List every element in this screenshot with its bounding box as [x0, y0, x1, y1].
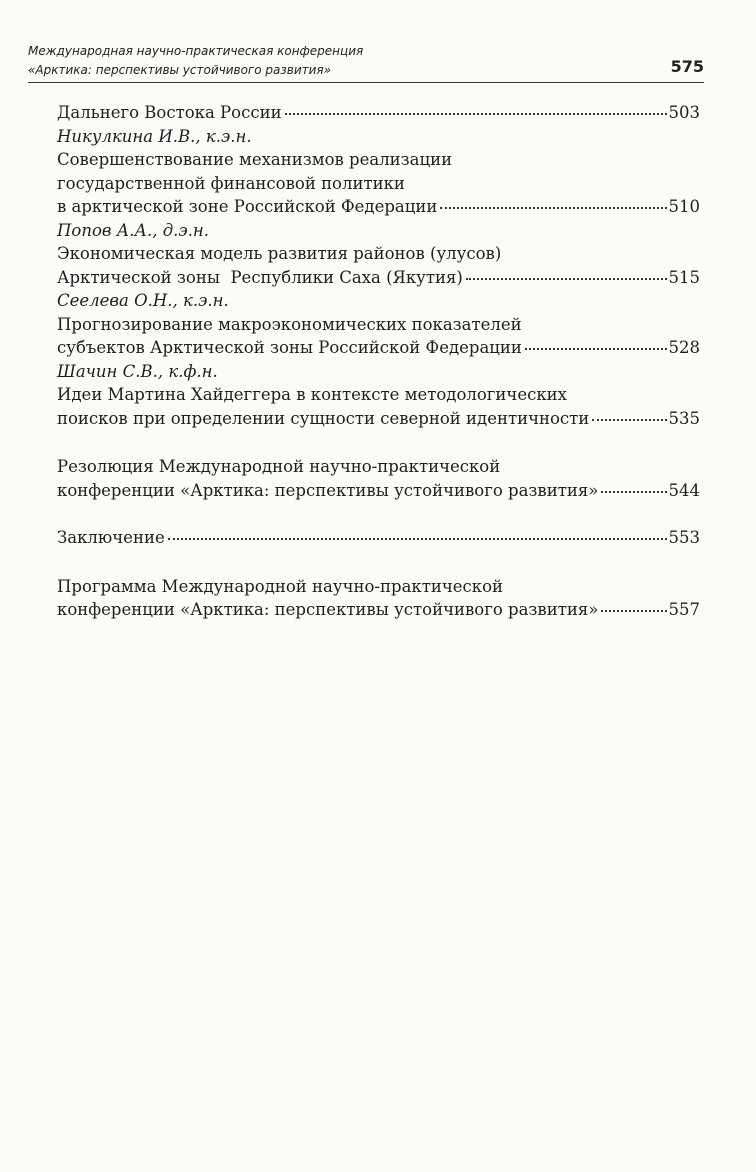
toc-entry-3-line-1: Экономическая модель развития районов (улусов)	[57, 244, 502, 263]
toc-entry-text: конференции «Арктика: перспективы устойчивого развития»	[57, 600, 599, 619]
dot-leader	[440, 207, 666, 209]
page-number: 575	[670, 57, 704, 76]
toc-page-number: 535	[668, 408, 700, 428]
toc-author: Никулкина И.В., к.э.н.	[57, 126, 252, 146]
section-spacer	[57, 550, 700, 575]
toc-author: Шачин С.В., к.ф.н.	[57, 361, 218, 381]
dot-leader	[601, 491, 666, 493]
header-conference-title: Международная научно-практическая конференция	[28, 44, 364, 58]
toc-page-number: 515	[668, 267, 700, 287]
toc-author: Сеелева О.Н., к.э.н.	[57, 291, 229, 310]
dot-leader	[168, 538, 667, 540]
toc-entry-4-line-2	[57, 336, 700, 360]
toc-page-number: 557	[668, 600, 700, 619]
toc-entry-8-line-1: Программа Международной научно-практической	[57, 576, 503, 596]
toc-entry-6-line-2	[57, 479, 700, 503]
header-conference-subtitle: «Арктика: перспективы устойчивого развития»	[28, 63, 332, 77]
toc-page-number: 553	[668, 528, 700, 547]
toc-page-number: 503	[668, 103, 700, 122]
toc-entry-6-line-1: Резолюция Международной научно-практической	[57, 457, 501, 476]
dot-leader	[525, 348, 667, 350]
toc-page-number: 510	[668, 197, 700, 216]
toc-entry-2-line-3	[57, 195, 700, 219]
toc-entry-text: конференции «Арктика: перспективы устойчивого развития»	[57, 480, 599, 500]
toc-entry-2-line-2: государственной финансовой политики	[57, 173, 405, 193]
toc-entry-2-line-1: Совершенствование механизмов реализации	[57, 150, 453, 169]
toc-author: Попов А.А., д.э.н.	[57, 220, 210, 240]
toc-entry-4-line-1: Прогнозирование макроэкономических показателей	[57, 314, 522, 334]
dot-leader	[601, 610, 666, 612]
toc-entry-3-line-2	[57, 266, 700, 290]
toc-page-number: 544	[668, 480, 700, 500]
toc-entry-8-line-2	[57, 598, 700, 622]
dot-leader	[592, 419, 666, 421]
toc-entry-text: Заключение	[57, 528, 165, 547]
dot-leader	[466, 278, 667, 280]
section-spacer	[57, 502, 700, 526]
toc-entry-7-line-1	[57, 526, 700, 550]
toc-entry-text: в арктической зоне Российской Федерации	[57, 197, 438, 216]
toc-entry-text: поисков при определении сущности северной идентичности	[57, 408, 590, 428]
toc-page-number: 528	[668, 338, 700, 357]
toc-entry-1-line-1	[57, 101, 700, 125]
toc-entry-text: субъектов Арктической зоны Российской Федерации	[57, 338, 522, 357]
dot-leader	[285, 113, 667, 115]
toc-entry-text: Дальнего Востока России	[57, 103, 282, 122]
toc-entry-5-line-2	[57, 407, 700, 431]
table-of-contents	[57, 101, 700, 622]
toc-entry-5-line-1: Идеи Мартина Хайдеггера в контексте методологических	[57, 385, 567, 404]
running-header	[28, 38, 704, 86]
toc-entry-text: Арктической зоны Республики Саха (Якутия)	[57, 267, 463, 287]
section-spacer	[57, 430, 700, 455]
header-divider	[28, 82, 704, 83]
